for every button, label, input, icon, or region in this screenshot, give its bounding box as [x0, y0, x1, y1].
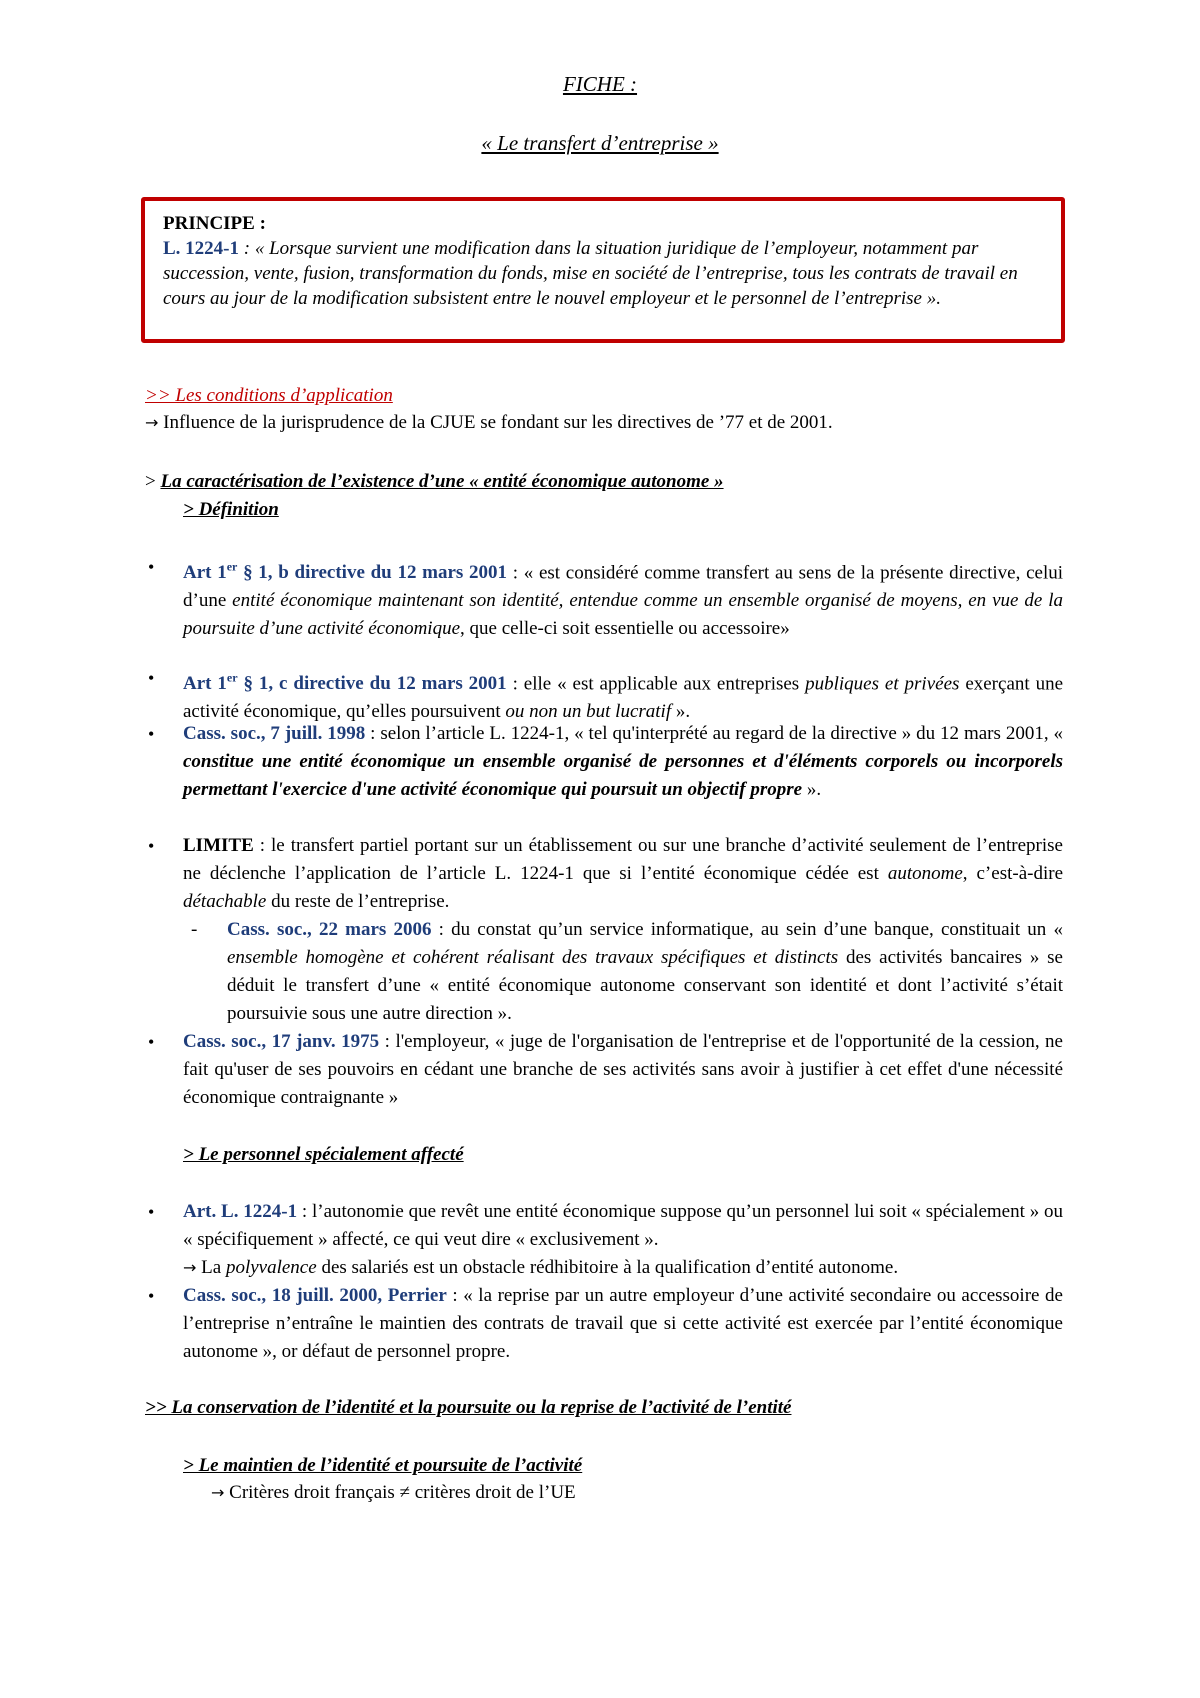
subsection-entity-title: La caractérisation de l’existence d’une « entité économique autonome »: [160, 471, 724, 492]
item-ref: Cass. soc., 17 janv. 1975: [183, 1031, 380, 1052]
bullet-icon: •: [148, 1286, 155, 1306]
item-text: des salariés est un obstacle rédhibitoire à la qualification d’entité autonome.: [316, 1257, 899, 1278]
bullet-icon: •: [148, 668, 155, 688]
limit-label: LIMITE: [183, 835, 254, 856]
item-text: exerçant une activité économique, qu’elles poursuivent: [183, 673, 1064, 723]
item-text: des activités bancaires » se déduit le transfert d’une « entité économique autonome conservant son identité et dont l’activité s’était poursuivie sous une autre direction ».: [227, 947, 1063, 1024]
item-ref: Cass. soc., 22 mars 2006: [227, 919, 432, 940]
item-text: ».: [671, 701, 691, 723]
principle-heading: PRINCIPE :: [163, 213, 266, 234]
item-text: : « la reprise par un autre employeur d’une activité secondaire ou accessoire de l’entreprise n’entraîne le maintien des contrats de travail que si cette activité est exercée par l’entité économique autonome », or défaut de personnel propre.: [183, 1285, 1063, 1362]
item-text: : elle « est applicable aux entreprises: [506, 673, 806, 695]
bullet-icon: •: [148, 724, 155, 744]
item-text-bold-italic: constitue une entité économique un ensemble organisé de personnes et d'éléments corporels ou incorporels permettant l'exercice d'une activité économique qui poursuit un objectif propre: [183, 751, 1063, 800]
page-title: FICHE :: [562, 72, 638, 96]
item-text: : l'employeur, « juge de l'organisation de l'entreprise et de l'opportunité de la cession, ne fait qu'user de ses pouvoirs en cédant une branche de ses activités sans avoir à justifier à cet effet d'une nécessité économique contraignante »: [183, 1031, 1063, 1108]
item-ref: Art 1er § 1, c directive du 12 mars 2001: [183, 671, 507, 695]
principle-ref: L. 1224-1: [163, 238, 239, 259]
dash-icon: -: [191, 919, 198, 940]
item-text: La: [201, 1257, 226, 1278]
list-item: [227, 916, 1063, 1028]
bullet-icon: •: [148, 1202, 155, 1222]
bullet-icon: •: [148, 1032, 155, 1052]
item-text: , c’est-à-dire: [962, 863, 1063, 884]
list-item: [183, 664, 1063, 726]
item-text: : du constat qu’un service informatique, au sein d’une banque, constituait un «: [431, 919, 1063, 940]
arrow-icon: →: [145, 413, 159, 432]
principle-text: [163, 236, 1043, 311]
item-text-italic: ensemble homogène et cohérent réalisant des travaux spécifiques et distincts: [227, 947, 839, 968]
item-text-italic: autonome: [887, 863, 963, 884]
item-text: : « est considéré comme transfert au sens de la présente directive, celui d’une: [183, 562, 1063, 612]
item-ref: Cass. soc., 7 juill. 1998: [183, 723, 366, 744]
list-item: [183, 1028, 1063, 1112]
item-text-italic: ou non un but lucratif: [505, 701, 672, 723]
item-text-italic: entité économique maintenant son identité, entendue comme un ensemble organisé de moyens, en vue de la poursuite d’une activité économique: [183, 590, 1063, 640]
criteria-text: Critères droit français ≠ critères droit de l’UE: [229, 1482, 576, 1503]
subsection-entity-heading: [145, 468, 724, 496]
influence-line: [145, 409, 833, 437]
item-text-italic: détachable: [183, 891, 267, 912]
influence-text: Influence de la jurisprudence de la CJUE se fondant sur les directives de ’77 et de 2001.: [163, 412, 833, 433]
item-ref: Art. L. 1224-1: [183, 1201, 298, 1222]
list-item: [183, 1282, 1063, 1366]
item-text: : selon l’article L. 1224-1, « tel qu'interprété au regard de la directive » du 12 mars 2001, «: [365, 723, 1063, 744]
list-item: [183, 720, 1063, 804]
list-item: [183, 1198, 1063, 1254]
item-text-italic: publiques et privées: [805, 673, 960, 695]
bullet-icon: •: [148, 836, 155, 856]
section-conditions-heading: >> Les conditions d’application: [145, 385, 393, 406]
arrow-icon: →: [211, 1483, 225, 1502]
definition-heading: > Définition: [183, 499, 279, 520]
criteria-line: [211, 1479, 576, 1507]
item-text: , que celle-ci soit essentielle ou accessoire»: [460, 618, 790, 640]
item-text: : l’autonomie que revêt une entité économique suppose qu’un personnel lui soit « spécialement » ou « spécifiquement » affecté, ce qui veut dire « exclusivement ».: [183, 1201, 1063, 1250]
item-text-italic: polyvalence: [225, 1257, 317, 1278]
principle-quote: : « Lorsque survient une modification dans la situation juridique de l’employeur, notamment par succession, vente, fusion, transformation du fonds, mise en société de l’entreprise, tous les contrats de travail en cours au jour de la modification subsistent entre le nouvel employeur et le personnel de l’entreprise ».: [163, 238, 1018, 309]
page-subtitle: « Le transfert d’entreprise »: [481, 131, 719, 155]
subsection-staff-heading: > Le personnel spécialement affecté: [183, 1144, 464, 1165]
subsection-prefix: >: [145, 471, 161, 492]
principle-box: [141, 197, 1065, 343]
arrow-icon: →: [183, 1258, 197, 1277]
item-text: : le transfert partiel portant sur un établissement ou sur une branche d’activité seulement de l’entreprise ne déclenche l’application de l’article L. 1224-1 que si l’entité économique cédée est: [183, 835, 1063, 884]
item-text: ».: [802, 779, 822, 800]
item-text: du reste de l’entreprise.: [266, 891, 450, 912]
bullet-icon: •: [148, 557, 155, 577]
item-ref: Art 1er § 1, b directive du 12 mars 2001: [183, 560, 508, 584]
item-ref: Cass. soc., 18 juill. 2000, Perrier: [183, 1285, 447, 1306]
list-item: [183, 832, 1063, 916]
polyvalence-line: [183, 1254, 898, 1282]
section-identity-heading: >> La conservation de l’identité et la poursuite ou la reprise de l’activité de l’entité: [145, 1397, 792, 1418]
list-item: [183, 553, 1063, 643]
subsection-maintenance-heading: > Le maintien de l’identité et poursuite de l’activité: [183, 1455, 583, 1476]
